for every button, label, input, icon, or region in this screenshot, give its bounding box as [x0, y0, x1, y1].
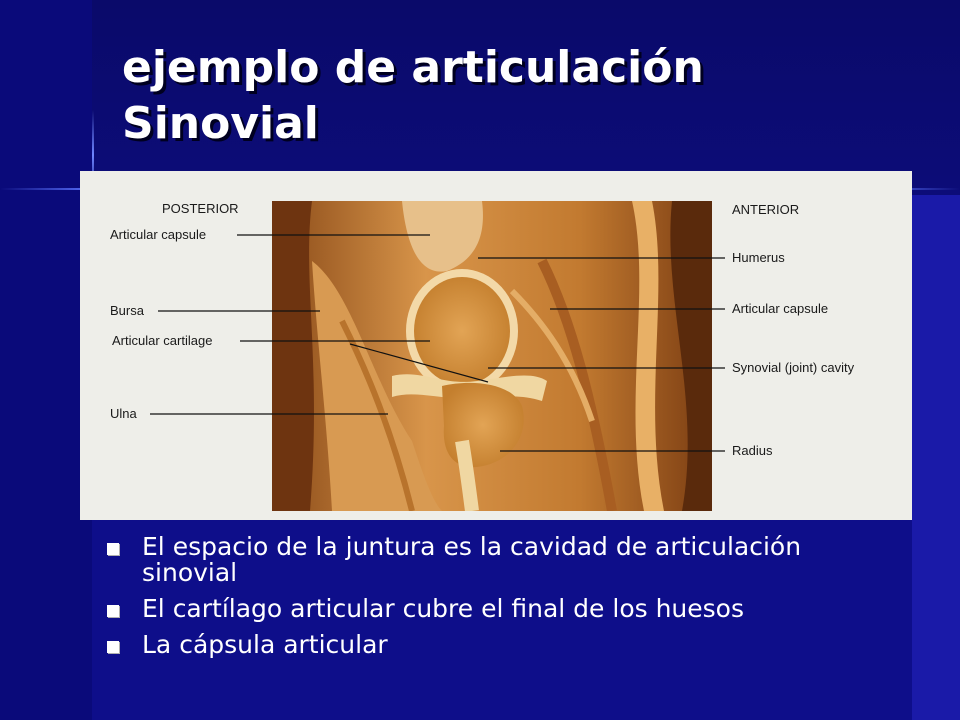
bullet-text: La cápsula articular: [142, 630, 388, 659]
label-articular-cartilage: Articular cartilage: [112, 333, 213, 348]
label-posterior: POSTERIOR: [162, 201, 239, 216]
bullet-list: [104, 534, 904, 668]
label-synovial-cavity: Synovial (joint) cavity: [732, 360, 855, 375]
background-left-strip: [0, 0, 92, 720]
bullet-item: [104, 632, 904, 658]
square-bullet-icon: [107, 543, 119, 555]
square-bullet-icon: [107, 605, 119, 617]
label-humerus: Humerus: [732, 250, 785, 265]
slide-title: ejemplo de articulación Sinovial: [122, 42, 704, 149]
square-bullet-icon: [107, 641, 119, 653]
label-articular-capsule-right: Articular capsule: [732, 301, 829, 316]
bullet-item: [104, 534, 904, 586]
anatomy-figure: [80, 171, 912, 520]
label-articular-capsule-left: Articular capsule: [110, 227, 207, 242]
label-radius: Radius: [732, 443, 773, 458]
bullet-text: El cartílago articular cubre el final de los huesos: [142, 594, 745, 623]
label-ulna: Ulna: [110, 406, 137, 421]
bullet-item: [104, 596, 904, 622]
background-right-strip: [912, 195, 960, 720]
label-anterior: ANTERIOR: [732, 202, 800, 217]
label-bursa: Bursa: [110, 303, 144, 318]
bullet-text: El espacio de la juntura es la cavidad de articulación sinovial: [142, 532, 802, 587]
